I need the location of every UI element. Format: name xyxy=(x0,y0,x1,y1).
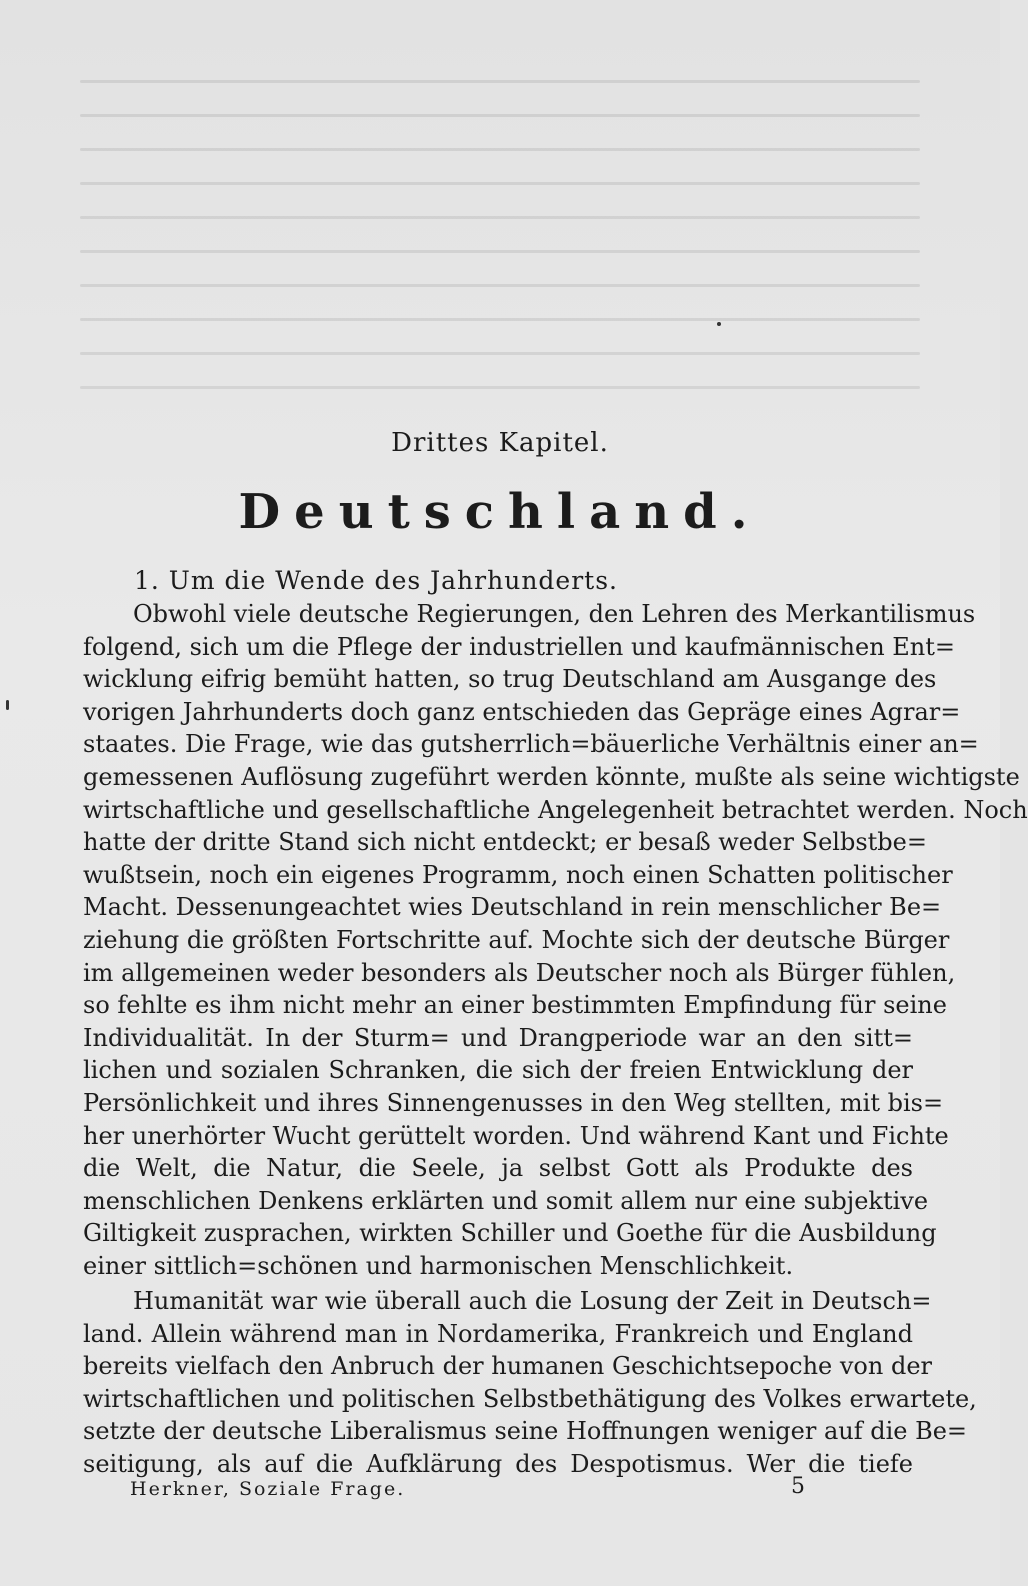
text-line: Humanität war wie überall auch die Losung der Zeit in Deutsch= xyxy=(133,1287,932,1315)
text-line: bereits vielfach den Anbruch der humanen Geschichtsepoche von der xyxy=(83,1352,932,1381)
margin-mark xyxy=(6,700,9,710)
text-line: lichen und sozialen Schranken, die sich der freien Entwicklung der xyxy=(83,1056,913,1085)
text-line: folgend, sich um die Pflege der industriellen und kaufmännischen Ent= xyxy=(83,632,956,661)
bleed-through-text xyxy=(80,80,920,400)
text-line: land. Allein während man in Nordamerika, Frankreich und England xyxy=(83,1319,913,1348)
paragraph-1 xyxy=(83,598,1028,1282)
text-line: Obwohl viele deutsche Regierungen, den Lehren des Merkantilismus xyxy=(133,600,976,628)
print-speck xyxy=(717,322,721,326)
text-line: hatte der dritte Stand sich nicht entdeckt; er besaß weder Selbstbe= xyxy=(83,828,927,857)
text-line: ziehung die größten Fortschritte auf. Mochte sich der deutsche Bürger xyxy=(83,925,950,954)
text-line: staates. Die Frage, wie das gutsherrlich=bäuerliche Verhältnis einer an= xyxy=(83,730,979,759)
text-line: einer sittlich=schönen und harmonischen Menschlichkeit. xyxy=(83,1251,794,1280)
text-line: wirtschaftlichen und politischen Selbstbethätigung des Volkes erwartete, xyxy=(83,1384,977,1413)
text-line: vorigen Jahrhunderts doch ganz entschieden das Gepräge eines Agrar= xyxy=(83,697,961,726)
text-line: wicklung eifrig bemüht hatten, so trug Deutschland am Ausgange des xyxy=(83,665,937,694)
chapter-title: Deutschland. xyxy=(238,484,762,540)
section-heading: 1. Um die Wende des Jahrhunderts. xyxy=(134,566,618,595)
text-line: menschlichen Denkens erklärten und somit allem nur eine subjektive xyxy=(83,1186,929,1215)
text-line: setzte der deutsche Liberalismus seine Hoffnungen weniger auf die Be= xyxy=(83,1417,968,1446)
text-line: Macht. Dessenungeachtet wies Deutschland in rein menschlicher Be= xyxy=(83,893,942,922)
text-line: die Welt, die Natur, die Seele, ja selbst Gott als Produkte des xyxy=(83,1154,913,1183)
footer-signature: Herkner, Soziale Frage. xyxy=(130,1478,406,1500)
text-line: im allgemeinen weder besonders als Deutscher noch als Bürger fühlen, xyxy=(83,958,956,987)
text-line: seitigung, als auf die Aufklärung des Despotismus. Wer die tiefe xyxy=(83,1449,913,1478)
text-line: her unerhörter Wucht gerüttelt worden. Und während Kant und Fichte xyxy=(83,1121,949,1150)
text-line: Giltigkeit zusprachen, wirkten Schiller und Goethe für die Ausbildung xyxy=(83,1219,937,1248)
text-line: so fehlte es ihm nicht mehr an einer bestimmten Empfindung für seine xyxy=(83,991,947,1020)
text-line: wußtsein, noch ein eigenes Programm, noch einen Schatten politischer xyxy=(83,860,953,889)
text-line: Individualität. In der Sturm= und Drangperiode war an den sitt= xyxy=(83,1023,913,1052)
text-line: gemessenen Auflösung zugeführt werden könnte, mußte als seine wichtigste xyxy=(83,762,1020,791)
paragraph-2 xyxy=(83,1285,977,1481)
text-line: Persönlichkeit und ihres Sinnengenusses in den Weg stellten, mit bis= xyxy=(83,1088,944,1117)
chapter-label: Drittes Kapitel. xyxy=(391,428,609,458)
page-number: 5 xyxy=(791,1474,805,1499)
text-line: wirtschaftliche und gesellschaftliche Angelegenheit betrachtet werden. Noch xyxy=(83,795,1028,824)
